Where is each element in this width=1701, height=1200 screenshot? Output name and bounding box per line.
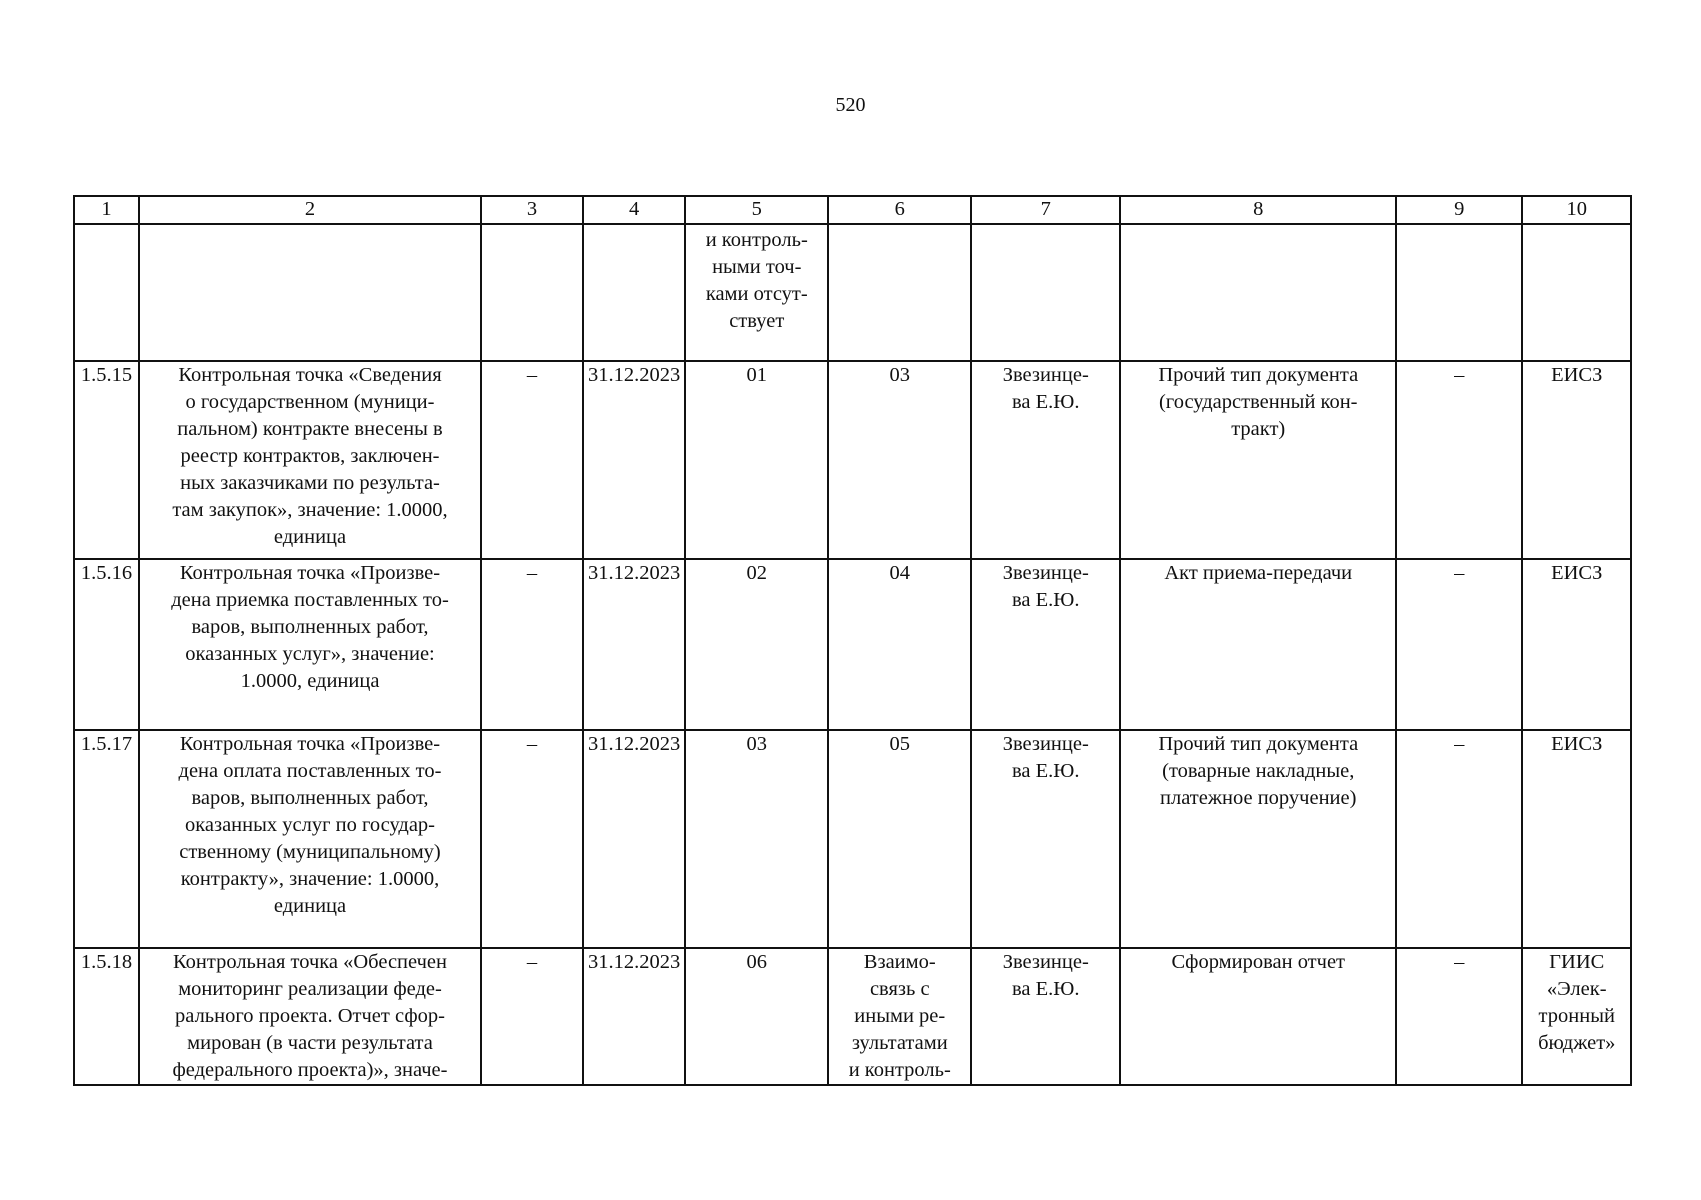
row-document: Сформирован отчет	[1120, 948, 1396, 1085]
column-header: 9	[1396, 196, 1522, 224]
row-col3: –	[481, 361, 583, 559]
column-header: 10	[1522, 196, 1631, 224]
row-description: Контрольная точка «Произве- дена приемка поставленных то- варов, выполненных работ, оказанных услуг», значение: 1.0000, единица	[139, 559, 481, 730]
row-link: 03	[828, 361, 971, 559]
column-header: 7	[971, 196, 1120, 224]
row-col9: –	[1396, 361, 1522, 559]
row-number: 1.5.15	[74, 361, 139, 559]
column-number-row	[74, 196, 1631, 224]
column-header: 4	[583, 196, 685, 224]
row-col3: –	[481, 559, 583, 730]
table-row	[74, 361, 1631, 559]
row-link: 05	[828, 730, 971, 948]
row-responsible	[971, 224, 1120, 361]
row-system: ЕИСЗ	[1522, 559, 1631, 730]
row-code: и контроль- ными точ- ками отсут- ствует	[685, 224, 828, 361]
column-header: 8	[1120, 196, 1396, 224]
row-date: 31.12.2023	[583, 948, 685, 1085]
row-system	[1522, 224, 1631, 361]
table-row	[74, 559, 1631, 730]
row-description: Контрольная точка «Сведения о государственном (муници- пальном) контракте внесены в реестр контрактов, заключен- ных заказчиками по результа- там закупок», значение: 1.0000, единица	[139, 361, 481, 559]
row-description	[139, 224, 481, 361]
document-table	[73, 195, 1632, 1086]
row-link: 04	[828, 559, 971, 730]
row-code: 03	[685, 730, 828, 948]
row-description: Контрольная точка «Произве- дена оплата поставленных то- варов, выполненных работ, оказанных услуг по государ- ственному (муниципальному) контракту», значение: 1.0000, единица	[139, 730, 481, 948]
row-link: Взаимо- связь с иными ре- зультатами и контроль-	[828, 948, 971, 1085]
row-col3	[481, 224, 583, 361]
row-system: ЕИСЗ	[1522, 361, 1631, 559]
row-date: 31.12.2023	[583, 730, 685, 948]
row-responsible: Звезинце- ва Е.Ю.	[971, 559, 1120, 730]
column-header: 2	[139, 196, 481, 224]
row-responsible: Звезинце- ва Е.Ю.	[971, 730, 1120, 948]
row-system: ГИИС «Элек- тронный бюджет»	[1522, 948, 1631, 1085]
row-number	[74, 224, 139, 361]
row-code: 02	[685, 559, 828, 730]
row-col3: –	[481, 730, 583, 948]
column-header: 5	[685, 196, 828, 224]
row-col9	[1396, 224, 1522, 361]
row-document: Акт приема-передачи	[1120, 559, 1396, 730]
row-col9: –	[1396, 948, 1522, 1085]
column-header: 1	[74, 196, 139, 224]
row-date	[583, 224, 685, 361]
row-code: 01	[685, 361, 828, 559]
row-number: 1.5.16	[74, 559, 139, 730]
column-header: 3	[481, 196, 583, 224]
row-link	[828, 224, 971, 361]
row-description: Контрольная точка «Обеспечен мониторинг реализации феде- рального проекта. Отчет сфор- мирован (в части результата федерального проекта)», значе-	[139, 948, 481, 1085]
row-number: 1.5.18	[74, 948, 139, 1085]
row-col3: –	[481, 948, 583, 1085]
row-col9: –	[1396, 730, 1522, 948]
column-header: 6	[828, 196, 971, 224]
row-date: 31.12.2023	[583, 361, 685, 559]
row-document: Прочий тип документа (товарные накладные, платежное поручение)	[1120, 730, 1396, 948]
row-number: 1.5.17	[74, 730, 139, 948]
table-row	[74, 224, 1631, 361]
row-date: 31.12.2023	[583, 559, 685, 730]
row-responsible: Звезинце- ва Е.Ю.	[971, 361, 1120, 559]
row-document: Прочий тип документа (государственный кон- тракт)	[1120, 361, 1396, 559]
row-document	[1120, 224, 1396, 361]
row-col9: –	[1396, 559, 1522, 730]
row-system: ЕИСЗ	[1522, 730, 1631, 948]
page-number: 520	[835, 94, 866, 116]
table-row	[74, 730, 1631, 948]
row-responsible: Звезинце- ва Е.Ю.	[971, 948, 1120, 1085]
table-row	[74, 948, 1631, 1085]
row-code: 06	[685, 948, 828, 1085]
